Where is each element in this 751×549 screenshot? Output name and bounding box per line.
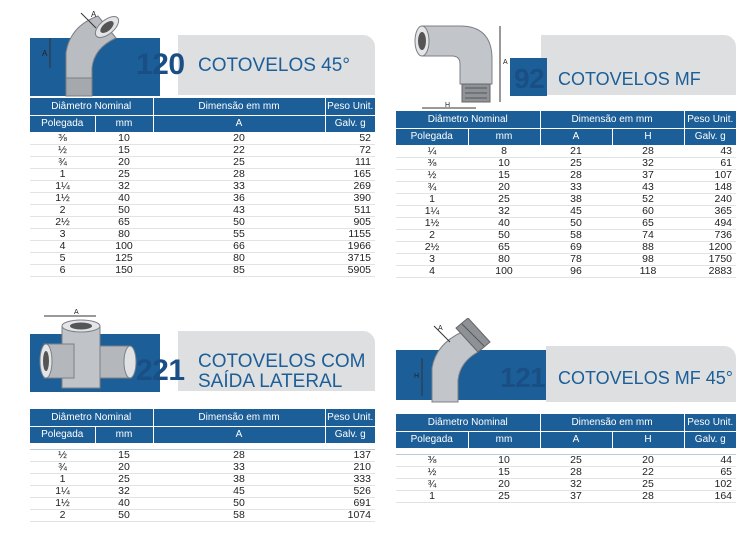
- dimension-label-a: A: [42, 49, 48, 58]
- header-cell: A: [153, 426, 325, 443]
- table-row: [30, 228, 375, 240]
- table-cell: 28: [540, 169, 612, 181]
- table-cell: 1200: [684, 241, 736, 253]
- panel-header: [396, 8, 736, 109]
- table-cell: 1: [30, 473, 95, 485]
- product-number: 120: [136, 48, 185, 81]
- product-title: COTOVELOS 45°: [198, 55, 350, 76]
- table-cell: 20: [95, 156, 153, 168]
- table-row: [396, 265, 736, 277]
- header-cell: Polegada: [30, 115, 95, 132]
- table-row: [396, 205, 736, 217]
- table-cell: 25: [95, 168, 153, 180]
- table-cell: 45: [153, 485, 325, 497]
- table-cell: 1: [396, 490, 468, 502]
- table-cell: 1750: [684, 253, 736, 265]
- dimension-label-h: H: [414, 373, 420, 380]
- product-title: COTOVELOS MF 45°: [558, 368, 733, 388]
- header-cell: Galv. g: [325, 115, 375, 132]
- table-cell: 21: [540, 145, 612, 157]
- side-outlet-elbow-image: [34, 306, 144, 398]
- table-cell: 65: [468, 241, 540, 253]
- table-cell: 125: [95, 252, 153, 264]
- panel-header: [30, 306, 375, 396]
- table-cell: 8: [468, 145, 540, 157]
- table-cell: 52: [325, 132, 375, 144]
- table-cell: 40: [95, 497, 153, 509]
- table-cell: 333: [325, 473, 375, 485]
- table-cell: ½: [30, 449, 95, 461]
- header-cell: mm: [468, 431, 540, 448]
- table-cell: 44: [684, 454, 736, 466]
- table-cell: 15: [95, 449, 153, 461]
- header-cell: H: [612, 128, 684, 145]
- table-cell: 2: [30, 204, 95, 216]
- table-cell: 50: [153, 216, 325, 228]
- dimension-label-a: A: [74, 309, 79, 316]
- table-row: [30, 497, 375, 509]
- dimension-label-h: H: [445, 102, 451, 109]
- table-row: [30, 156, 375, 168]
- panel-header: [396, 318, 736, 408]
- product-number: 221: [136, 354, 185, 387]
- header-cell: Polegada: [396, 431, 468, 448]
- table-cell: 88: [612, 241, 684, 253]
- table-cell: 80: [468, 253, 540, 265]
- table-cell: 40: [95, 192, 153, 204]
- table-cell: 269: [325, 180, 375, 192]
- table-cell: 4: [396, 265, 468, 277]
- product-panel-92: [396, 8, 736, 278]
- table-cell: 526: [325, 485, 375, 497]
- table-cell: 33: [153, 461, 325, 473]
- table-cell: 240: [684, 193, 736, 205]
- table-row: [396, 145, 736, 157]
- table-cell: 6: [30, 264, 95, 276]
- table-cell: 50: [95, 204, 153, 216]
- table-cell: ⅜: [396, 157, 468, 169]
- table-row: [396, 466, 736, 478]
- table-row: [396, 478, 736, 490]
- table-cell: 102: [684, 478, 736, 490]
- table-cell: ¾: [30, 156, 95, 168]
- table-cell: ½: [30, 144, 95, 156]
- header-cell: A: [540, 128, 612, 145]
- table-cell: 28: [153, 449, 325, 461]
- table-cell: 78: [540, 253, 612, 265]
- table-row: [30, 461, 375, 473]
- header-cell: Dimensão em mm: [153, 98, 325, 115]
- header-cell: Diâmetro Nominal: [30, 409, 153, 426]
- header-cell: A: [540, 431, 612, 448]
- table-row: [30, 509, 375, 521]
- table-row: [30, 180, 375, 192]
- table-cell: 74: [612, 229, 684, 241]
- table-row: [396, 157, 736, 169]
- table-cell: 28: [540, 466, 612, 478]
- table-row: [30, 264, 375, 276]
- table-cell: 43: [153, 204, 325, 216]
- table-cell: 1: [396, 193, 468, 205]
- table-cell: 38: [540, 193, 612, 205]
- table-row: [396, 217, 736, 229]
- spec-table: [396, 111, 736, 278]
- header-cell: Dimensão em mm: [540, 414, 684, 431]
- table-row: [396, 169, 736, 181]
- table-cell: 37: [540, 490, 612, 502]
- table-cell: 66: [153, 240, 325, 252]
- table-cell: 65: [612, 217, 684, 229]
- table-cell: 32: [468, 205, 540, 217]
- table-cell: 1¼: [396, 205, 468, 217]
- table-cell: 80: [95, 228, 153, 240]
- table-row: [30, 192, 375, 204]
- header-cell: Peso Unit.: [325, 98, 375, 115]
- table-cell: ¾: [30, 461, 95, 473]
- table-cell: 45: [540, 205, 612, 217]
- table-cell: 32: [540, 478, 612, 490]
- header-cell: Galv. g: [684, 128, 736, 145]
- spec-table: [30, 98, 375, 277]
- table-cell: 365: [684, 205, 736, 217]
- header-cell: Dimensão em mm: [153, 409, 325, 426]
- header-cell: Galv. g: [325, 426, 375, 443]
- table-cell: 43: [684, 145, 736, 157]
- header-cell: mm: [95, 115, 153, 132]
- table-cell: 61: [684, 157, 736, 169]
- table-cell: 3715: [325, 252, 375, 264]
- table-cell: ⅜: [396, 454, 468, 466]
- dimension-label-a: A: [503, 59, 508, 66]
- table-cell: 22: [153, 144, 325, 156]
- table-row: [30, 144, 375, 156]
- table-cell: 3: [396, 253, 468, 265]
- table-cell: 111: [325, 156, 375, 168]
- header-cell: Dimensão em mm: [540, 111, 684, 128]
- table-cell: 22: [612, 466, 684, 478]
- dimension-label-a: A: [91, 10, 97, 19]
- header-cell: mm: [468, 128, 540, 145]
- table-row: [396, 181, 736, 193]
- table-cell: 40: [468, 217, 540, 229]
- table-cell: 390: [325, 192, 375, 204]
- product-number: 121: [500, 362, 546, 393]
- table-cell: 10: [95, 132, 153, 144]
- table-row: [396, 241, 736, 253]
- table-cell: 1966: [325, 240, 375, 252]
- table-cell: 20: [468, 181, 540, 193]
- header-cell: Galv. g: [684, 431, 736, 448]
- table-cell: 37: [612, 169, 684, 181]
- table-cell: 28: [612, 490, 684, 502]
- table-cell: 107: [684, 169, 736, 181]
- table-row: [30, 168, 375, 180]
- table-cell: 69: [540, 241, 612, 253]
- table-row: [30, 252, 375, 264]
- table-cell: 50: [153, 497, 325, 509]
- table-cell: 65: [95, 216, 153, 228]
- table-cell: 20: [153, 132, 325, 144]
- table-cell: ¾: [396, 478, 468, 490]
- table-cell: 137: [325, 449, 375, 461]
- table-row: [30, 216, 375, 228]
- table-cell: 96: [540, 265, 612, 277]
- table-cell: 100: [95, 240, 153, 252]
- table-cell: 38: [153, 473, 325, 485]
- product-title: COTOVELOS MF: [558, 69, 701, 89]
- table-cell: 15: [468, 169, 540, 181]
- product-title: [198, 352, 366, 392]
- table-cell: 1¼: [30, 485, 95, 497]
- table-cell: 32: [95, 485, 153, 497]
- table-cell: 148: [684, 181, 736, 193]
- table-cell: 164: [684, 490, 736, 502]
- table-cell: 5: [30, 252, 95, 264]
- table-row: [30, 473, 375, 485]
- table-cell: ½: [396, 169, 468, 181]
- table-cell: 150: [95, 264, 153, 276]
- table-cell: 60: [612, 205, 684, 217]
- table-cell: 2: [396, 229, 468, 241]
- table-cell: 52: [612, 193, 684, 205]
- header-cell: Diâmetro Nominal: [396, 111, 540, 128]
- header-cell: A: [153, 115, 325, 132]
- dimension-label-a: A: [438, 325, 443, 332]
- table-cell: 32: [612, 157, 684, 169]
- table-cell: 1: [30, 168, 95, 180]
- table-cell: 2: [30, 509, 95, 521]
- table-cell: 98: [612, 253, 684, 265]
- table-cell: 25: [468, 193, 540, 205]
- table-cell: 50: [540, 217, 612, 229]
- table-cell: 20: [95, 461, 153, 473]
- table-cell: 1½: [396, 217, 468, 229]
- elbow-mf-45-image: [404, 318, 504, 404]
- table-cell: 2883: [684, 265, 736, 277]
- table-row: [396, 193, 736, 205]
- header-cell: Peso Unit.: [325, 409, 375, 426]
- table-cell: 1155: [325, 228, 375, 240]
- table-cell: 1074: [325, 509, 375, 521]
- table-cell: 10: [468, 157, 540, 169]
- product-title-line: SAÍDA LATERAL: [198, 371, 343, 392]
- table-cell: 55: [153, 228, 325, 240]
- product-panel-221: [30, 306, 375, 522]
- header-cell: mm: [95, 426, 153, 443]
- table-cell: 691: [325, 497, 375, 509]
- table-cell: 1¼: [30, 180, 95, 192]
- product-panel-120: [30, 8, 375, 277]
- table-row: [396, 229, 736, 241]
- table-row: [30, 449, 375, 461]
- header-cell: H: [612, 431, 684, 448]
- table-cell: 50: [468, 229, 540, 241]
- header-cell: Polegada: [30, 426, 95, 443]
- table-cell: 3: [30, 228, 95, 240]
- table-cell: 58: [540, 229, 612, 241]
- spec-table: [30, 409, 375, 522]
- table-cell: 28: [612, 145, 684, 157]
- table-cell: 511: [325, 204, 375, 216]
- elbow-mf-image: [400, 14, 525, 114]
- table-row: [30, 240, 375, 252]
- table-cell: 20: [468, 478, 540, 490]
- table-cell: 20: [612, 454, 684, 466]
- table-row: [396, 253, 736, 265]
- table-cell: 25: [468, 490, 540, 502]
- table-cell: 25: [95, 473, 153, 485]
- table-cell: 118: [612, 265, 684, 277]
- table-cell: 494: [684, 217, 736, 229]
- table-cell: 4: [30, 240, 95, 252]
- table-cell: 85: [153, 264, 325, 276]
- header-cell: Peso Unit.: [684, 414, 736, 431]
- table-cell: 1½: [30, 192, 95, 204]
- table-cell: 80: [153, 252, 325, 264]
- table-row: [396, 454, 736, 466]
- table-row: [396, 490, 736, 502]
- table-cell: 25: [540, 157, 612, 169]
- table-cell: 2½: [30, 216, 95, 228]
- table-cell: 65: [684, 466, 736, 478]
- table-cell: 28: [153, 168, 325, 180]
- table-cell: 15: [468, 466, 540, 478]
- table-cell: 5905: [325, 264, 375, 276]
- table-cell: 25: [540, 454, 612, 466]
- table-cell: 36: [153, 192, 325, 204]
- product-title-line: COTOVELOS COM: [198, 351, 366, 372]
- table-cell: 905: [325, 216, 375, 228]
- table-cell: 32: [95, 180, 153, 192]
- header-cell: Polegada: [396, 128, 468, 145]
- table-cell: 33: [540, 181, 612, 193]
- table-cell: 2½: [396, 241, 468, 253]
- spec-table: [396, 414, 736, 503]
- product-number: 92: [514, 63, 545, 94]
- table-cell: 43: [612, 181, 684, 193]
- table-cell: 10: [468, 454, 540, 466]
- header-cell: Diâmetro Nominal: [396, 414, 540, 431]
- table-cell: 1½: [30, 497, 95, 509]
- table-row: [30, 204, 375, 216]
- table-row: [30, 132, 375, 144]
- table-cell: 50: [95, 509, 153, 521]
- table-cell: 736: [684, 229, 736, 241]
- table-cell: ¼: [396, 145, 468, 157]
- elbow-45-image: [36, 8, 146, 98]
- table-cell: 100: [468, 265, 540, 277]
- table-cell: 33: [153, 180, 325, 192]
- table-cell: 15: [95, 144, 153, 156]
- header-cell: Peso Unit.: [684, 111, 736, 128]
- table-row: [30, 485, 375, 497]
- table-cell: 25: [153, 156, 325, 168]
- table-cell: 72: [325, 144, 375, 156]
- table-cell: 165: [325, 168, 375, 180]
- table-cell: ¾: [396, 181, 468, 193]
- table-cell: ½: [396, 466, 468, 478]
- table-cell: 210: [325, 461, 375, 473]
- table-cell: ⅜: [30, 132, 95, 144]
- panel-header: [30, 8, 375, 98]
- product-panel-121: [396, 318, 736, 503]
- header-cell: Diâmetro Nominal: [30, 98, 153, 115]
- table-cell: 58: [153, 509, 325, 521]
- table-cell: 25: [612, 478, 684, 490]
